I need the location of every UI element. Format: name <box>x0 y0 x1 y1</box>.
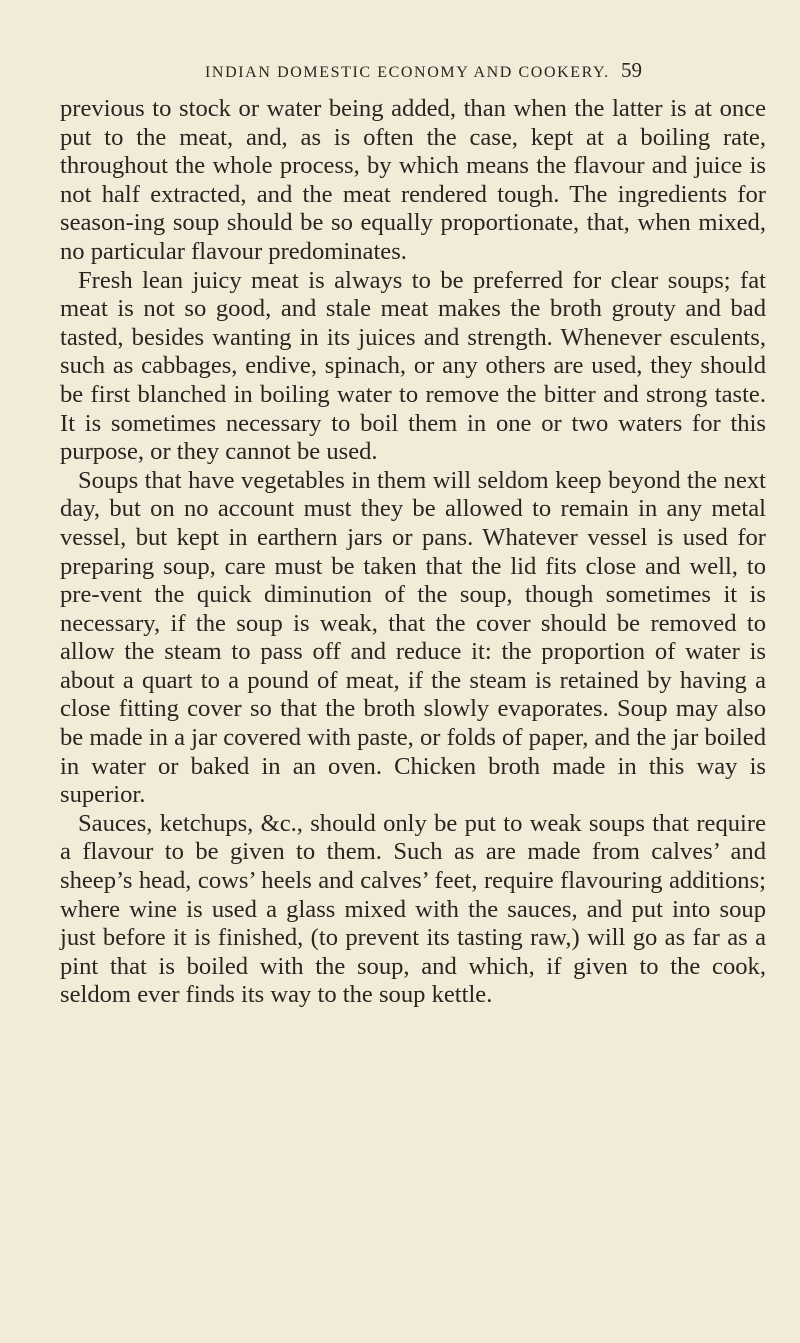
body-text <box>60 95 766 1010</box>
paragraph-sauces: Sauces, ketchups, &c., should only be put to weak soups that require a flavour to be given to them. Such as are made from calves’ and sheep’s head, cows’ heels and calves’ feet, require flavouring additions; where wine is used a glass mixed with the sauces, and put into soup just before it is finished, (to prevent its tasting raw,) will go as far as a pint that is boiled with the soup, and which, if given to the cook, seldom ever finds its way to the soup kettle. <box>60 809 766 1009</box>
page-number: 59 <box>621 58 642 82</box>
paragraph-soups-vessels: Soups that have vegetables in them will seldom keep beyond the next day, but on no account must they be allowed to remain in any metal vessel, but kept in earthern jars or pans. Whatever vessel is used for preparing soup, care must be taken that the lid fits close and well, to pre-vent the quick diminution of the soup, though sometimes it is necessary, if the soup is weak, that the cover should be removed to allow the steam to pass off and reduce it: the proportion of water is about a quart to a pound of meat, if the steam is retained by having a close fitting cover so that the broth slowly evaporates. Soup may also be made in a jar covered with paste, or folds of paper, and the jar boiled in water or baked in an oven. Chicken broth made in this way is superior. <box>60 466 766 809</box>
running-head: INDIAN DOMESTIC ECONOMY AND COOKERY. <box>205 64 610 81</box>
page-header <box>0 58 800 88</box>
paragraph-continuation: previous to stock or water being added, than when the latter is at once put to the meat, and, as is often the case, kept at a boiling rate, throughout the whole process, by which means the flavour and juice is not half extracted, and the meat rendered tough. The ingredients for season-ing soup should be so equally proportionate, that, when mixed, no particular flavour predominates. <box>60 95 766 265</box>
paragraph-fresh-meat: Fresh lean juicy meat is always to be preferred for clear soups; fat meat is not so good, and stale meat makes the broth grouty and bad tasted, besides wanting in its juices and strength. Whenever esculents, such as cabbages, endive, spinach, or any others are used, they should be first blanched in boiling water to remove the bitter and strong taste. It is sometimes necessary to boil them in one or two waters for this purpose, or they cannot be used. <box>60 266 766 466</box>
